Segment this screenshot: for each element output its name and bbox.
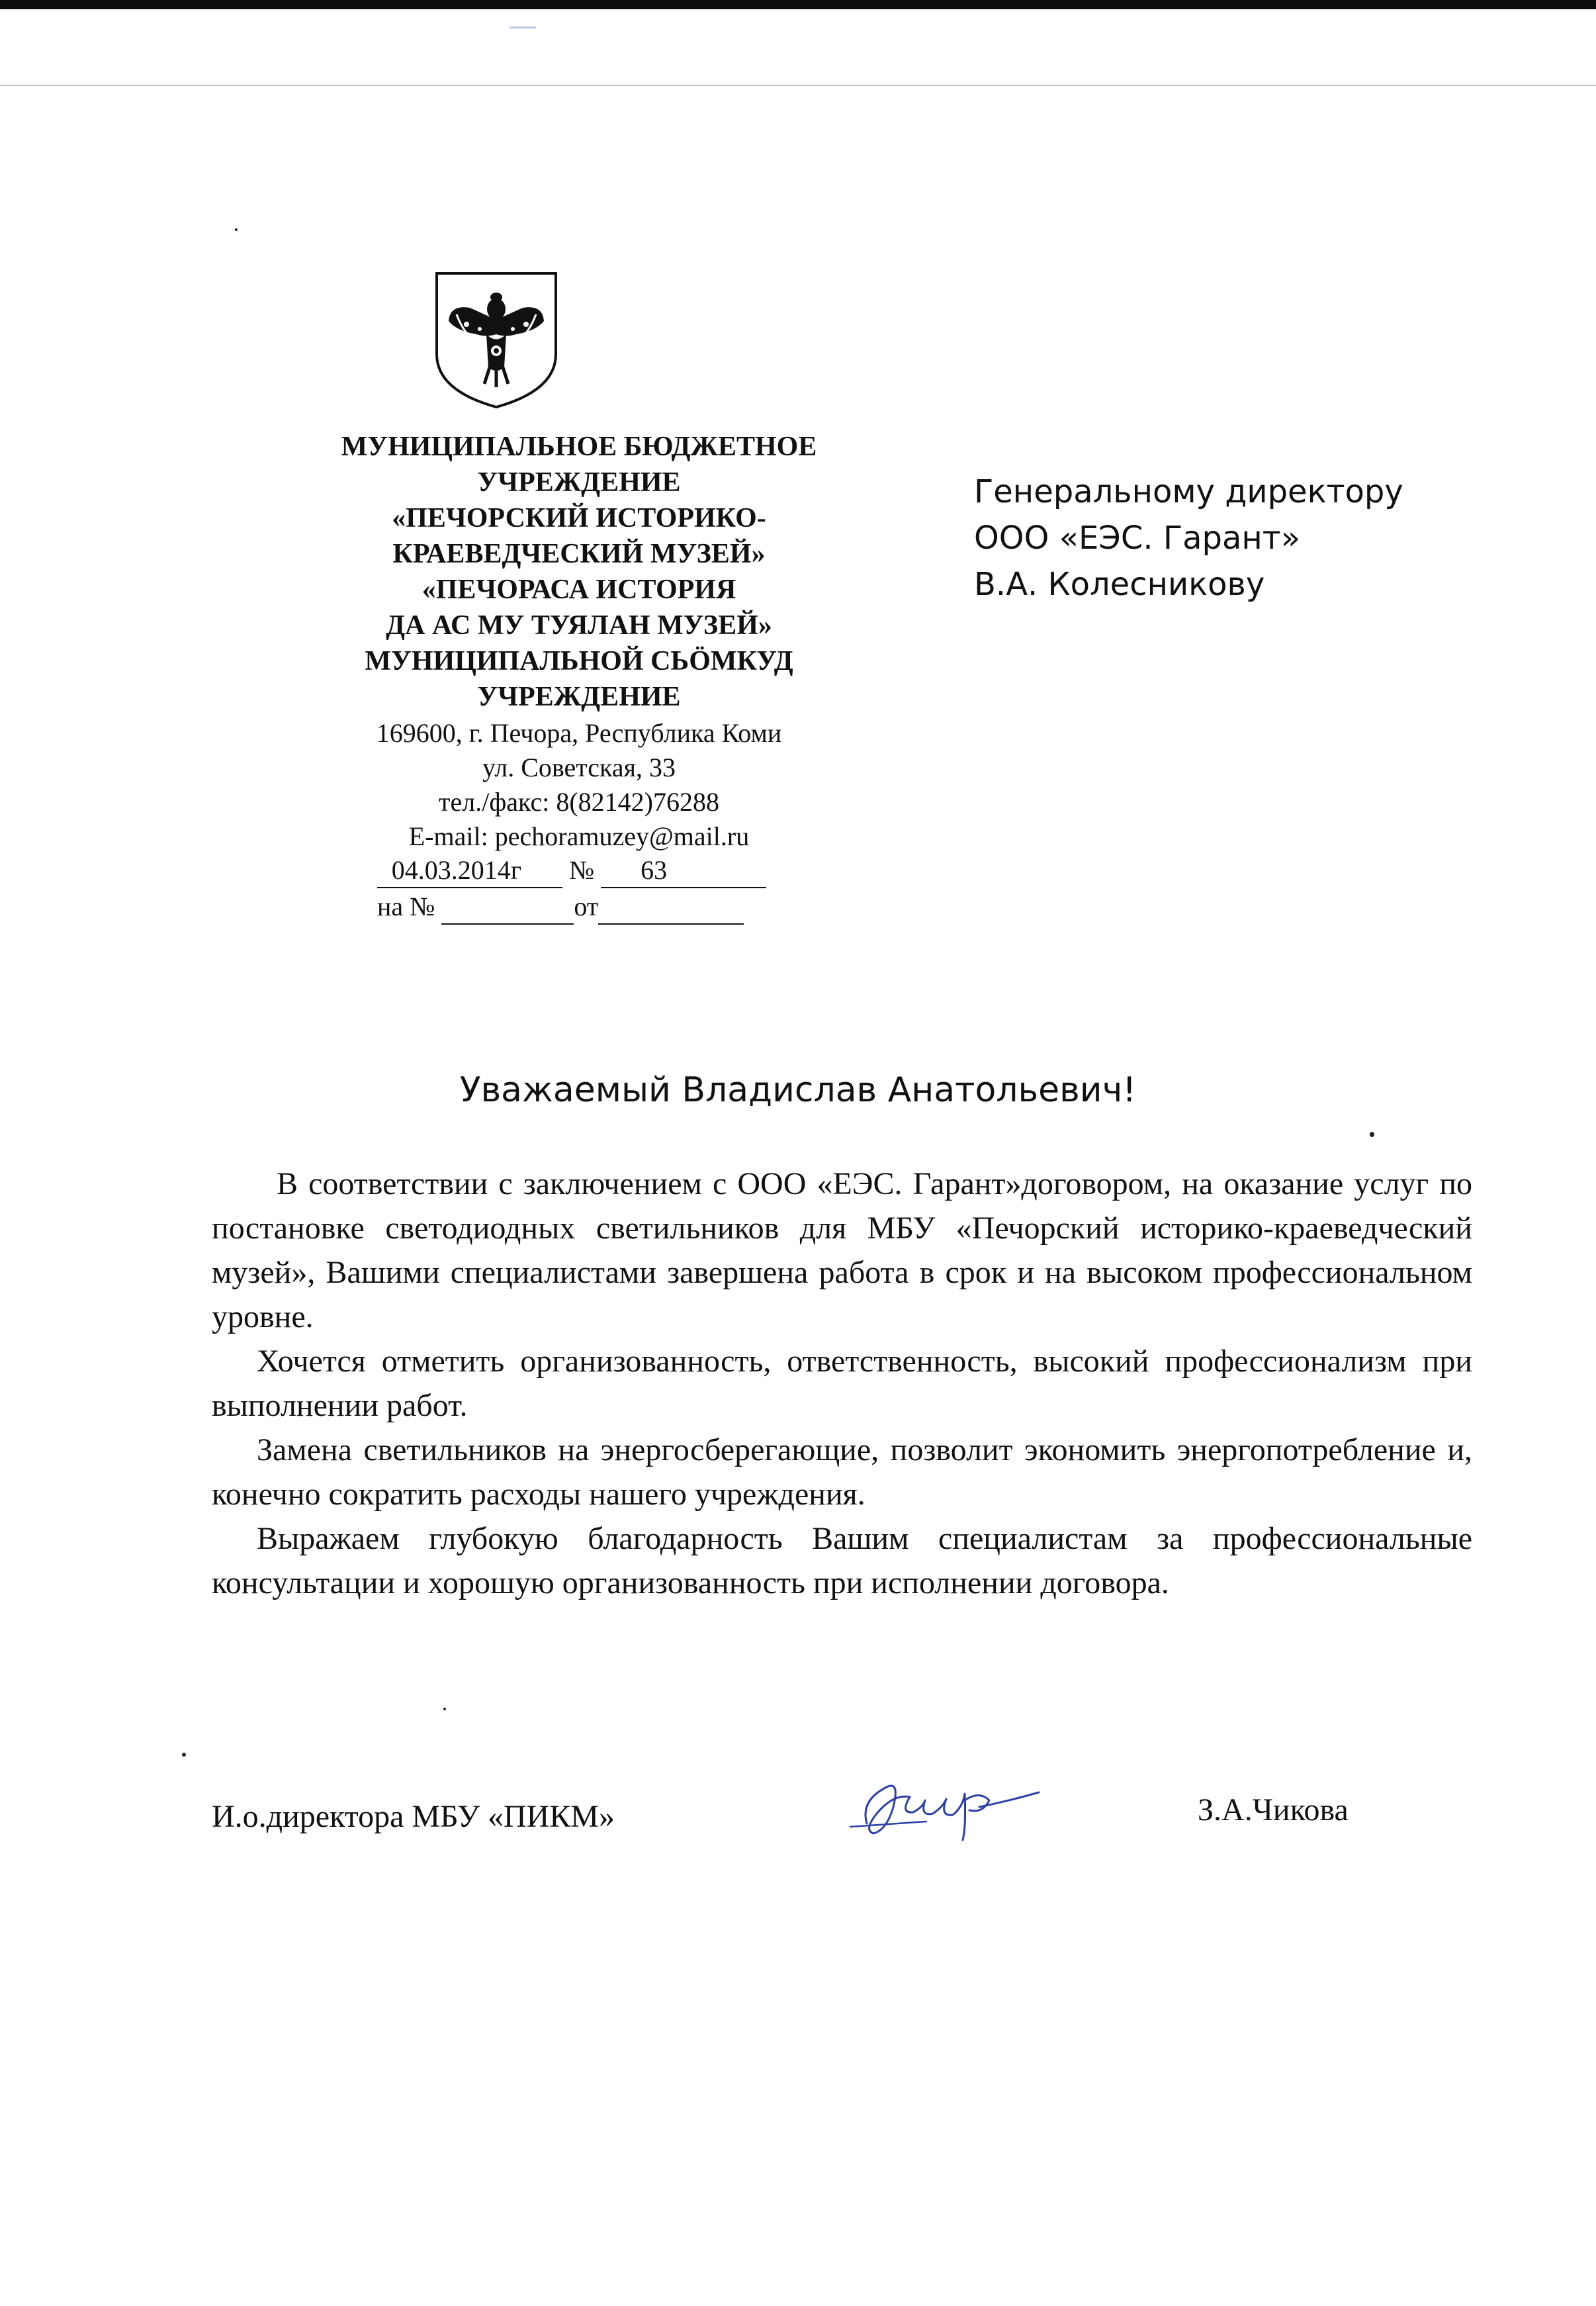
- outgoing-number-field: [601, 854, 766, 888]
- letterhead: [278, 429, 880, 854]
- org-name-line: КРАЕВЕДЧЕСКИЙ МУЗЕЙ»: [392, 539, 766, 569]
- addressee-company: ООО «ЕЭС. Гарант»: [974, 520, 1301, 557]
- org-name-line: «ПЕЧОРСКИЙ ИСТОРИКО-: [392, 503, 766, 533]
- scan-speck: [1370, 1132, 1374, 1137]
- scan-mark: [510, 26, 536, 28]
- outgoing-number: 63: [641, 855, 668, 885]
- scan-speck: [182, 1753, 186, 1757]
- org-name-line: «ПЕЧОРАСА ИСТОРИЯ: [421, 575, 736, 605]
- scan-speck: [443, 1708, 446, 1710]
- body-paragraph: Замена светильников на энергосберегающие, позволит экономить энергопотребление и, конечно сократить расходы нашего учреждения.: [212, 1432, 1472, 1512]
- greeting: Уважаемый Владислав Анатольевич!: [459, 1070, 1137, 1110]
- addressee-name: В.А. Колесникову: [974, 566, 1265, 603]
- handwritten-signature: [847, 1761, 1045, 1847]
- phone-fax-line: тел./факс: 8(82142)76288: [439, 787, 719, 817]
- org-name-line: МУНИЦИПАЛЬНОЙ СЬÖМКУД: [365, 646, 793, 676]
- addressee-block: [974, 469, 1403, 608]
- email-line: E-mail: pechoramuzey@mail.ru: [408, 821, 750, 851]
- org-name-line: УЧРЕЖДЕНИЕ: [477, 682, 681, 712]
- org-name-line: УЧРЕЖДЕНИЕ: [477, 467, 681, 498]
- reply-reference-line: [377, 890, 744, 925]
- address-line: 169600, г. Печора, Республика Коми: [376, 718, 782, 748]
- body-paragraph: В соответствии с заключением с ООО «ЕЭС. Гарант»договором, на оказание услуг по постановке светодиодных светильников для МБУ «Печорский историко-краеведческий музей», Вашими специалистами завершена работа в срок и на высоком профессиональном уровне.: [212, 1166, 1472, 1334]
- number-sign: №: [569, 855, 595, 885]
- outgoing-date: 04.03.2014г: [377, 854, 536, 888]
- body-paragraph: Выражаем глубокую благодарность Вашим специалистам за профессиональные консультации и хорошую организованность при исполнении договора.: [212, 1521, 1472, 1600]
- scan-fold-line: [0, 85, 1596, 86]
- body-paragraph: Хочется отметить организованность, ответственность, высокий профессионализм при выполнении работ.: [212, 1344, 1472, 1423]
- signatory-name: З.А.Чикова: [1198, 1792, 1349, 1827]
- outgoing-reg-line: [377, 854, 766, 888]
- signatory-position: И.о.директора МБУ «ПИКМ»: [212, 1799, 615, 1834]
- addressee-title: Генеральному директору: [974, 473, 1403, 510]
- reply-from: от: [574, 892, 599, 921]
- scan-top-edge: [0, 0, 1596, 9]
- org-name-line: МУНИЦИПАЛЬНОЕ БЮДЖЕТНОЕ: [341, 432, 817, 462]
- letter-body: [212, 1162, 1472, 1605]
- address-line: ул. Советская, 33: [482, 753, 676, 782]
- coat-of-arms-icon: [430, 268, 562, 410]
- reply-prefix: на №: [377, 892, 435, 921]
- org-name-line: ДА АС МУ ТУЯЛАН МУЗЕЙ»: [386, 610, 772, 641]
- signature-row: [212, 1787, 1390, 1847]
- scan-speck: [235, 228, 238, 231]
